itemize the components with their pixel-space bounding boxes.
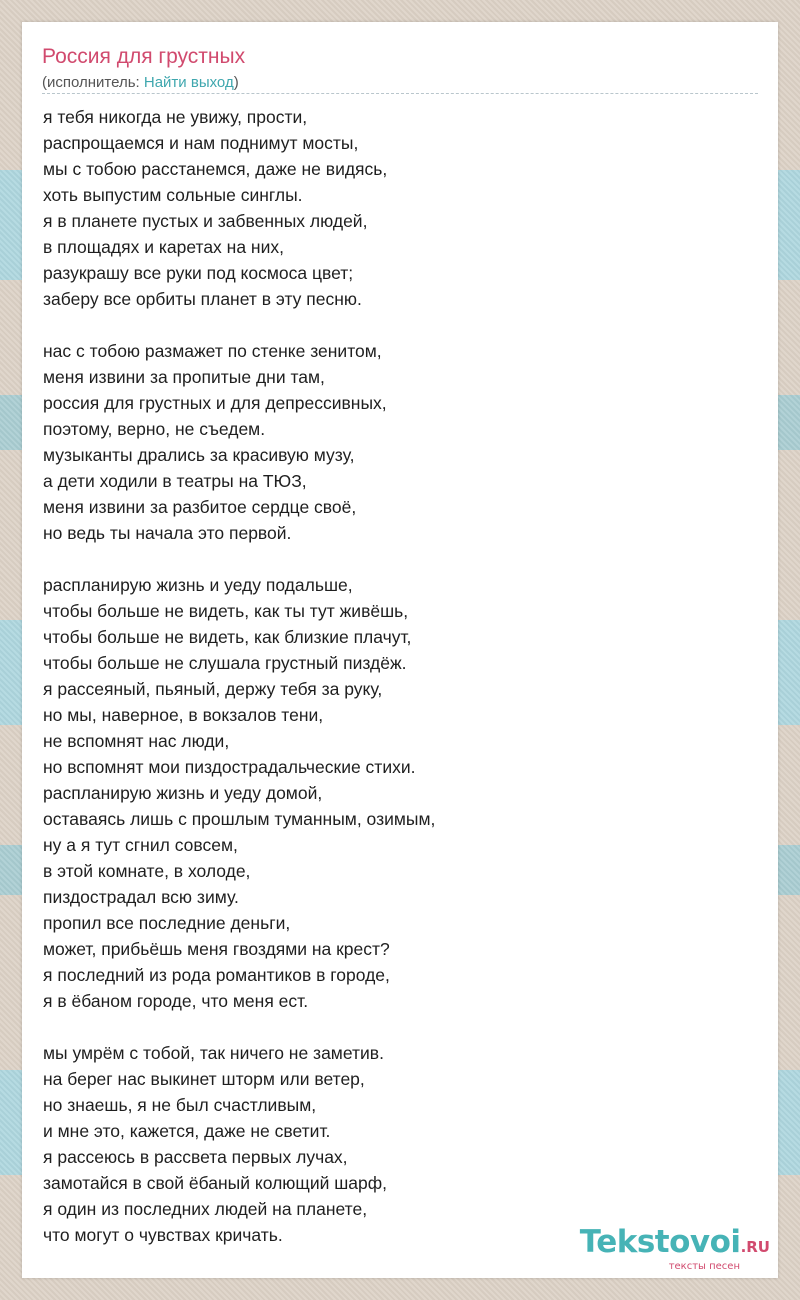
lyric-line: но мы, наверное, в вокзалов тени, [43, 705, 324, 725]
lyric-line: я в планете пустых и забвенных людей, [43, 211, 368, 231]
lyric-line: поэтому, верно, не съедем. [43, 419, 266, 439]
lyric-line: и мне это, кажется, даже не светит. [43, 1121, 331, 1141]
lyric-line: разукрашу все руки под космоса цвет; [43, 263, 354, 283]
lyric-line: чтобы больше не слушала грустный пиздёж. [43, 653, 407, 673]
lyric-line: распланирую жизнь и уеду домой, [43, 783, 323, 803]
stanza-gap [43, 312, 743, 338]
stanza-gap [43, 1014, 743, 1040]
lyric-line: пиздострадал всю зиму. [43, 887, 239, 907]
lyric-line: меня извини за пропитые дни там, [43, 367, 325, 387]
lyric-line: что могут о чувствах кричать. [43, 1225, 283, 1245]
lyric-line: в площадях и каретах на них, [43, 237, 284, 257]
lyric-line: но вспомнят мои пиздострадальческие стихи. [43, 757, 416, 777]
lyric-line: я в ёбаном городе, что меня ест. [43, 991, 309, 1011]
lyric-line: россия для грустных и для депрессивных, [43, 393, 387, 413]
lyric-line: чтобы больше не видеть, как близкие плачут, [43, 627, 412, 647]
lyric-line: в этой комнате, в холоде, [43, 861, 251, 881]
lyric-line: распрощаемся и нам поднимут мосты, [43, 133, 359, 153]
artist-prefix: (исполнитель: [42, 74, 144, 91]
lyric-line: оставаясь лишь с прошлым туманным, озимым, [43, 809, 436, 829]
lyric-line: меня извини за разбитое сердце своё, [43, 497, 357, 517]
song-title: Россия для грустных [42, 45, 246, 68]
lyric-line: музыканты дрались за красивую музу, [43, 445, 355, 465]
lyric-line: распланирую жизнь и уеду подальше, [43, 575, 353, 595]
stanza-gap [43, 546, 743, 572]
lyric-line: но знаешь, я не был счастливым, [43, 1095, 317, 1115]
title-divider [42, 93, 758, 94]
lyric-line: нас с тобою размажет по стенке зенитом, [43, 341, 382, 361]
lyric-line: не вспомнят нас люди, [43, 731, 230, 751]
lyric-line: мы умрём с тобой, так ничего не заметив. [43, 1043, 384, 1063]
artist-suffix: ) [233, 74, 239, 91]
lyric-line: ну а я тут сгнил совсем, [43, 835, 238, 855]
lyrics-card [22, 22, 778, 1278]
lyric-line: я рассеяный, пьяный, держу тебя за руку, [43, 679, 383, 699]
lyric-line: хоть выпустим сольные синглы. [43, 185, 303, 205]
lyric-line: заберу все орбиты планет в эту песню. [43, 289, 362, 309]
lyric-line: чтобы больше не видеть, как ты тут живёшь, [43, 601, 409, 621]
lyric-line: я тебя никогда не увижу, прости, [43, 107, 308, 127]
lyric-line: я рассеюсь в рассвета первых лучах, [43, 1147, 348, 1167]
lyric-line: на берег нас выкинет шторм или ветер, [43, 1069, 365, 1089]
lyric-line: замотайся в свой ёбаный колющий шарф, [43, 1173, 388, 1193]
lyric-line: я один из последних людей на планете, [43, 1199, 368, 1219]
lyric-line: пропил все последние деньги, [43, 913, 291, 933]
logo-main-text: Tekstovoi [579, 1224, 741, 1260]
logo-wordmark [580, 1226, 770, 1263]
lyric-line: может, прибьёшь меня гвоздями на крест? [43, 939, 390, 959]
lyric-line: мы с тобою расстанемся, даже не видясь, [43, 159, 388, 179]
lyrics-text [43, 104, 743, 1248]
artist-line [42, 73, 239, 93]
artist-link[interactable]: Найти выход [143, 74, 234, 91]
logo-suffix: .RU [740, 1238, 770, 1256]
lyric-line: я последний из рода романтиков в городе, [43, 965, 390, 985]
lyric-line: но ведь ты начала это первой. [43, 523, 292, 543]
logo-tagline: тексты песен [668, 1261, 740, 1272]
site-logo[interactable] [580, 1226, 770, 1272]
lyric-line: а дети ходили в театры на ТЮЗ, [43, 471, 307, 491]
